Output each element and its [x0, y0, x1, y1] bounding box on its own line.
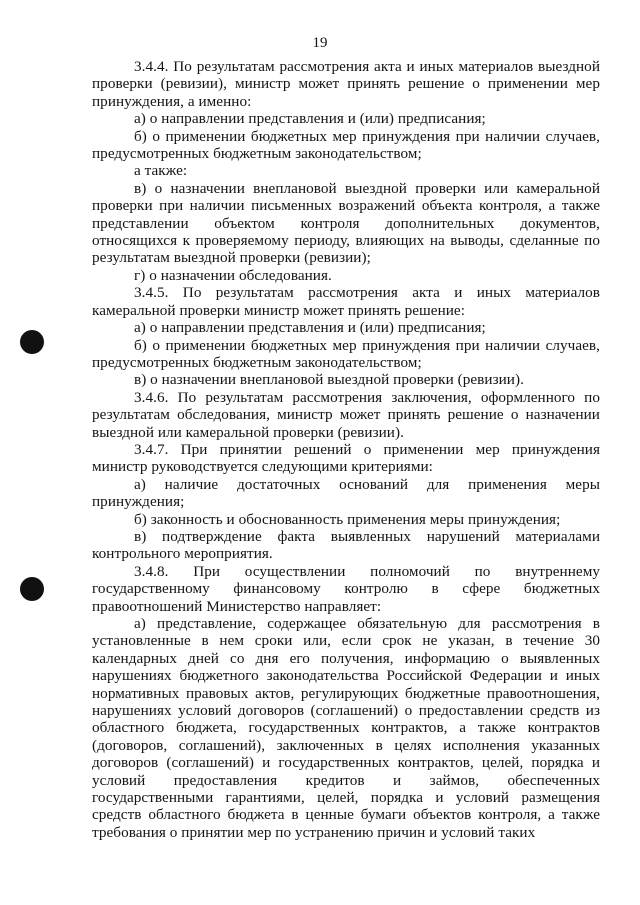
page-number: 19 [312, 35, 328, 51]
punch-hole [20, 330, 44, 354]
paragraph-3-4-4-g: г) о назначении обследования. [134, 266, 332, 284]
paragraph-3-4-7-b: б) законность и обоснованность применения меры принуждения; [134, 510, 561, 528]
paragraph-3-4-4: 3.4.4. По результатам рассмотрения акта и иных материалов выездной проверки (ревизии), министр может принять решение о применении мер принуждения, а именно: [92, 58, 600, 110]
paragraph-3-4-4-a: а) о направлении представления и (или) предписания; [134, 110, 486, 128]
paragraph-3-4-7-a: а) наличие достаточных оснований для применения меры принуждения; [92, 475, 600, 511]
paragraph-3-4-7-v: в) подтверждение факта выявленных нарушений материалами контрольного мероприятия. [92, 527, 600, 563]
paragraph-3-4-8: 3.4.8. При осуществлении полномочий по внутреннему государственному финансовому контролю в сфере бюджетных правоотношений Министерство направляет: [92, 562, 600, 615]
paragraph-3-4-6: 3.4.6. По результатам рассмотрения заключения, оформленного по результатам обследования, министр может принять решение о назначении выездной или камеральной проверки (ревизии). [92, 388, 600, 441]
paragraph-3-4-4-b: б) о применении бюджетных мер принуждения при наличии случаев, предусмотренных бюджетным законодательством; [92, 127, 600, 163]
paragraph-3-4-4-also: а также: [134, 162, 188, 180]
paragraph-3-4-8-a: а) представление, содержащее обязательную для рассмотрения в установленные в нем сроки или, если срок не указан, в течение 30 календарных дней со дня его получения, информацию о выявленных нарушениях бюджетного законодательства Российской Федерации и иных нормативных правовых актов, регулирующих бюджетные правоотношения, нарушениях условий договоров (соглашений) о предоставлении средств из областного бюджета, государственных контрактов, а также контрактов (договоров, соглашений), заключенных в целях исполнения указанных договоров (соглашений) и государственных контрактов, целей, порядка и условий предоставления кредитов и займов, обеспеченных государственными гарантиями, целей, порядка и условий размещения средств областного бюджета в ценные бумаги объектов контроля, а также требования о принятии мер по устранению причин и условий таких [92, 615, 600, 841]
paragraph-3-4-5-a: а) о направлении представления и (или) предписания; [134, 319, 486, 337]
paragraph-3-4-5-v: в) о назначении внеплановой выездной проверки (ревизии). [134, 371, 524, 389]
paragraph-3-4-7: 3.4.7. При принятии решений о применении мер принуждения министр руководствуется следующими критериями: [92, 440, 600, 476]
document-body [92, 58, 600, 841]
paragraph-3-4-4-v: в) о назначении внеплановой выездной проверки или камеральной проверки при наличии письменных возражений объекта контроля, а также представлении объектом контроля дополнительных документов, относящихся к проверяемому периоду, влияющих на выводы, сделанные по результатам выездной проверки (ревизии); [92, 179, 600, 267]
punch-hole [20, 577, 44, 601]
paragraph-3-4-5: 3.4.5. По результатам рассмотрения акта и иных материалов камеральной проверки министр может принять решение: [92, 284, 600, 319]
paragraph-3-4-5-b: б) о применении бюджетных мер принуждения при наличии случаев, предусмотренных бюджетным законодательством; [92, 336, 600, 371]
